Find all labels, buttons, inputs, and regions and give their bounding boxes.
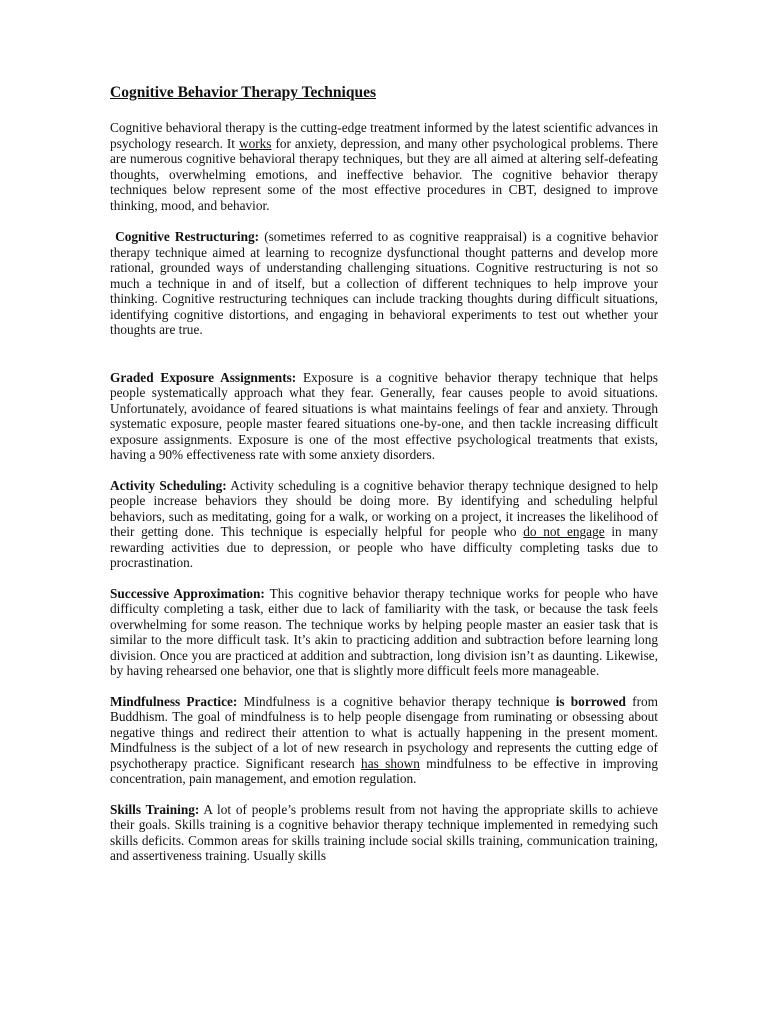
spacer <box>110 338 658 370</box>
mindfulness-heading: Mindfulness Practice: <box>110 693 238 709</box>
has-shown-link[interactable]: has shown <box>361 755 420 771</box>
mindfulness-text-3: mindfulness to be effective in improving concentration, pain management, and emotion regulation. <box>110 755 658 786</box>
spacer <box>110 679 658 694</box>
spacer <box>110 213 658 229</box>
activity-scheduling-text-1: Activity scheduling is a cognitive behavior therapy technique designed to help people increase behaviors they should be doing more. By identifying and scheduling helpful behaviors, such as meditating, going for a walk, or working on a project, it increases the likelihood of their getting done. This technique is especially helpful for people who <box>110 477 658 539</box>
graded-exposure-text: Exposure is a cognitive behavior therapy technique that helps people systematically approach what they fear. Generally, fear causes people to avoid situations. Unfortunately, avoidance of feared situations is what maintains feelings of fear and anxiety. Through systematic exposure, people master feared situations one-by-one, and then tackle increasing difficult exposure assignments. Exposure is one of the most effective psychological treatments that exists, having a 90% effectiveness rate with some anxiety disorders. <box>110 369 658 462</box>
activity-scheduling-heading: Activity Scheduling: <box>110 477 227 493</box>
works-link[interactable]: works <box>238 135 272 151</box>
successive-approximation-heading: Successive Approximation: <box>110 585 265 601</box>
graded-exposure-heading: Graded Exposure Assignments: <box>110 369 297 385</box>
mindfulness-text-1: Mindfulness is a cognitive behavior therapy technique <box>237 693 556 709</box>
document-body <box>110 84 658 864</box>
cognitive-restructuring-text: (sometimes referred to as cognitive reappraisal) is a cognitive behavior therapy technique aimed at learning to recognize dysfunctional thought patterns and develop more rational, grounded ways of understanding challenging situations. Cognitive restructuring is not so much a technique in and of itself, but a collection of different techniques to help improve your thinking. Cognitive restructuring techniques can include tracking thoughts during difficult situations, identifying cognitive distortions, and engaging in behavioral experiments to test out whether your thoughts are true. <box>110 229 658 337</box>
activity-scheduling-text-2: in many rewarding activities due to depression, or people who have difficulty completing tasks due to procrastination. <box>110 524 658 570</box>
spacer <box>110 571 658 586</box>
successive-approximation-paragraph <box>110 586 658 679</box>
page-title: Cognitive Behavior Therapy Techniques <box>110 84 376 101</box>
spacer <box>110 787 658 802</box>
is-borrowed-phrase: is borrowed <box>555 693 626 709</box>
cognitive-restructuring-paragraph <box>110 229 658 338</box>
spacer <box>110 463 658 478</box>
cognitive-restructuring-heading: Cognitive Restructuring: <box>115 229 260 244</box>
skills-training-text: A lot of people’s problems result from not having the appropriate skills to achieve their goals. Skills training is a cognitive behavior therapy technique implemented in remedying such skills deficits. Common areas for skills training include social skills training, communication training, and assertiveness training. Usually skills <box>110 801 659 863</box>
graded-exposure-paragraph <box>110 370 658 463</box>
mindfulness-text-2: from Buddhism. The goal of mindfulness is to help people disengage from ruminating or obsessing about negative things and redirect their attention to what is actually happening in the present moment. Mindfulness is the subject of a lot of new research in psychology and represents the cutting edge of psychotherapy practice. Significant research <box>110 693 658 771</box>
intro-text-1: Cognitive behavioral therapy is the cutting-edge treatment informed by the latest scientific advances in psychology research. It <box>110 120 658 151</box>
successive-approximation-text: This cognitive behavior therapy technique works for people who have difficulty completing a task, either due to lack of familiarity with the task, or because the task feels overwhelming for some reason. The technique works by helping people master an easier task that is similar to the more difficult task. It’s akin to practicing addition and subtraction before learning long division. Once you are practiced at addition and subtraction, long division isn’t as daunting. Likewise, by having rehearsed one behavior, one that is slightly more difficult feels more manageable. <box>110 585 659 678</box>
intro-text-2: for anxiety, depression, and many other psychological problems. There are numerous cognitive behavioral therapy techniques, but they are all aimed at altering self-defeating thoughts, overwhelming emotions, and ineffective behavior. The cognitive behavior therapy techniques below represent some of the most effective procedures in CBT, designed to improve thinking, mood, and behavior. <box>110 135 659 213</box>
skills-training-heading: Skills Training: <box>110 801 200 817</box>
do-not-engage-link[interactable]: do not engage <box>523 524 605 539</box>
intro-paragraph <box>110 120 658 213</box>
skills-training-paragraph <box>110 802 658 864</box>
mindfulness-paragraph <box>110 694 658 787</box>
activity-scheduling-paragraph <box>110 478 658 571</box>
